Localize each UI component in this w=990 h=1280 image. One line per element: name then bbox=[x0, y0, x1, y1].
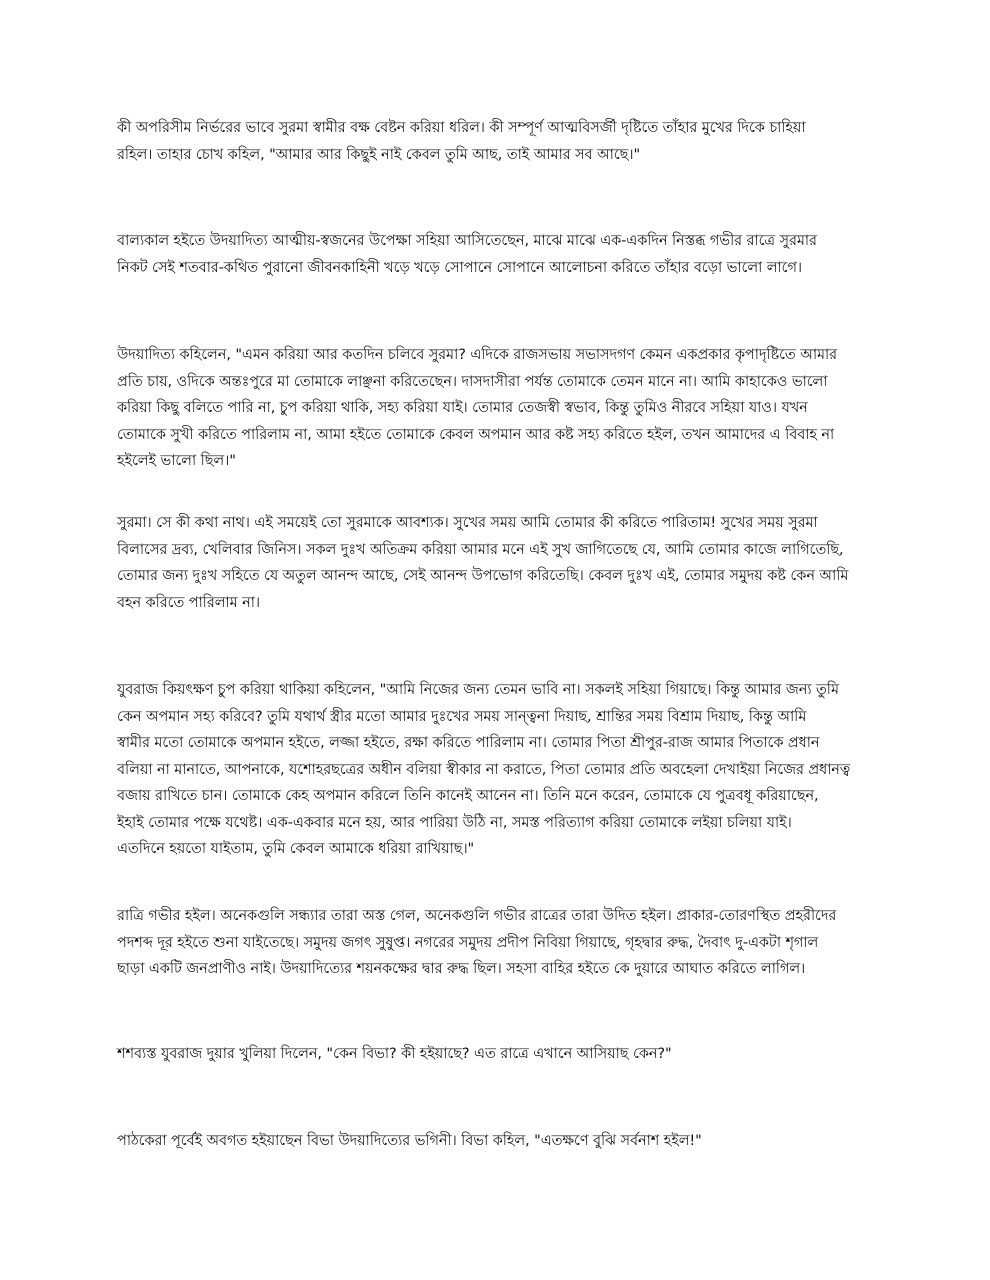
text-line: পদশব্দ দূর হইতে শুনা যাইতেছে। সমুদয় জগৎ সুষুপ্ত। নগরের সমুদয় প্রদীপ নিবিয়া গিয়াছে, গৃহদ্বার রুদ্ধ, দৈবাৎ দু-একটা শৃগাল bbox=[117, 934, 819, 951]
paragraph-2 bbox=[117, 228, 877, 281]
text-line: তোমাকে সুখী করিতে পারিলাম না, আমা হইতে তোমাকে কেবল অপমান আর কষ্ট সহ্য করিতে হইল, তখন আমাদের এ বিবাহ না bbox=[117, 426, 835, 443]
paragraph-5 bbox=[117, 677, 877, 863]
paragraph-7 bbox=[117, 1041, 877, 1068]
text-line: যুবরাজ কিয়ৎক্ষণ চুপ করিয়া থাকিয়া কহিলেন, "আমি নিজের জন্য তেমন ভাবি না। সকলই সহিয়া গিয়াছে। কিন্তু আমার জন্য তুমি bbox=[117, 682, 839, 698]
text-line: প্রতি চায়, ওদিকে অন্তঃপুরে মা তোমাকে লাঞ্ছনা করিতেছেন। দাসদাসীরা পর্যন্ত তোমাকে তেমন মানে না। আমি কাহাকেও ভালো bbox=[117, 373, 828, 390]
text-line: সুরমা। সে কী কথা নাথ। এই সময়েই তো সুরমাকে আবশ্যক। সুখের সময় আমি তোমার কী করিতে পারিতাম! সুখের সময় সুরমা bbox=[117, 515, 818, 531]
text-line: উদয়াদিত্য কহিলেন, "এমন করিয়া আর কতদিন চলিবে সুরমা? এদিকে রাজসভায় সভাসদগণ কেমন একপ্রকার কৃপাদৃষ্টিতে আমার bbox=[117, 347, 838, 363]
text-line: রহিল। তাহার চোখ কহিল, "আমার আর কিছুই নাই কেবল তুমি আছ, তাই আমার সব আছে।" bbox=[117, 146, 641, 163]
text-line: ছাড়া একটি জনপ্রাণীও নাই। উদয়াদিত্যের শয়নকক্ষের দ্বার রুদ্ধ ছিল। সহসা বাহির হইতে কে দুয়ারে আঘাত করিতে লাগিল। bbox=[117, 961, 806, 977]
text-line: বহন করিতে পারিলাম না। bbox=[117, 594, 260, 611]
text-line: কেন অপমান সহ্য করিবে? তুমি যথার্থ স্ত্রীর মতো আমার দুঃখের সময় সান্ত্বনা দিয়াছ, শ্রান্তির সময় বিশ্রাম দিয়াছ, কিন্তু আমি bbox=[117, 708, 807, 725]
text-line: কী অপরিসীম নির্ভরের ভাবে সুরমা স্বামীর বক্ষ বেষ্টন করিয়া ধরিল। কী সম্পূর্ণ আত্মবিসর্জী দৃষ্টিতে তাঁহার মুখের দিকে চাহিয়া bbox=[117, 120, 806, 136]
text-line: শশব্যস্ত যুবরাজ দুয়ার খুলিয়া দিলেন, "কেন বিভা? কী হইয়াছে? এত রাত্রে এখানে আসিয়াছ কেন?" bbox=[117, 1046, 672, 1062]
text-line: ইহাই তোমার পক্ষে যথেষ্ট। এক-একবার মনে হয়, আর পারিয়া উঠি না, সমস্ত পরিত্যাগ করিয়া তোমাকে লইয়া চলিয়া যাই। bbox=[117, 814, 792, 831]
text-line: বজায় রাখিতে চান। তোমাকে কেহ অপমান করিলে তিনি কানেই আনেন না। তিনি মনে করেন, তোমাকে যে পুত্রবধূ করিয়াছেন, bbox=[117, 788, 819, 804]
text-line: নিকট সেই শতবার-কথিত পুরানো জীবনকাহিনী খড়ে খড়ে সোপানে সোপানে আলোচনা করিতে তাঁহার বড়ো ভালো লাগে। bbox=[117, 259, 802, 276]
paragraph-6 bbox=[117, 903, 877, 983]
text-line: করিয়া কিছু বলিতে পারি না, চুপ করিয়া থাকি, সহ্য করিয়া যাই। তোমার তেজস্বী স্বভাব, কিন্তু তুমিও নীরবে সহিয়া যাও। যখন bbox=[117, 400, 808, 416]
paragraph-3 bbox=[117, 342, 877, 475]
paragraph-1 bbox=[117, 115, 877, 168]
text-line: বলিয়া না মানাতে, আপনাকে, যশোহরছত্রের অধীন বলিয়া স্বীকার না করাতে, পিতা তোমার প্রতি অবহেলা দেখাইয়া নিজের প্রধানত্ব bbox=[117, 761, 851, 778]
text-line: স্বামীর মতো তোমাকে অপমান হইতে, লজ্জা হইতে, রক্ষা করিতে পারিলাম না। তোমার পিতা শ্রীপুর-রাজ আমার পিতাকে প্রধান bbox=[117, 735, 820, 751]
paragraph-4 bbox=[117, 510, 877, 616]
text-line: বিলাসের দ্রব্য, খেলিবার জিনিস। সকল দুঃখ অতিক্রম করিয়া আমার মনে এই সুখ জাগিতেছে যে, আমি তোমার কাজে লাগিতেছি, bbox=[117, 541, 844, 558]
text-line: রাত্রি গভীর হইল। অনেকগুলি সন্ধ্যার তারা অস্ত গেল, অনেকগুলি গভীর রাত্রের তারা উদিত হইল। প্রাকার-তোরণস্থিত প্রহরীদের bbox=[117, 908, 837, 924]
text-line: এতদিনে হয়তো যাইতাম, তুমি কেবল আমাকে ধরিয়া রাখিয়াছ।" bbox=[117, 841, 475, 857]
paragraph-8 bbox=[117, 1128, 877, 1155]
text-line: হইলেই ভালো ছিল।" bbox=[117, 453, 236, 469]
text-line: পাঠকেরা পূর্বেই অবগত হইয়াছেন বিভা উদয়াদিত্যের ভগিনী। বিভা কহিল, "এতক্ষণে বুঝি সর্বনাশ হইল!" bbox=[117, 1133, 702, 1149]
text-line: বাল্যকাল হইতে উদয়াদিত্য আত্মীয়-স্বজনের উপেক্ষা সহিয়া আসিতেছেন, মাঝে মাঝে এক-একদিন নিস্তব্ধ গভীর রাত্রে সুরমার bbox=[117, 233, 817, 249]
text-line: তোমার জন্য দুঃখ সহিতে যে অতুল আনন্দ আছে, সেই আনন্দ উপভোগ করিতেছি। কেবল দুঃখ এই, তোমার সমুদয় কষ্ট কেন আমি bbox=[117, 568, 849, 584]
